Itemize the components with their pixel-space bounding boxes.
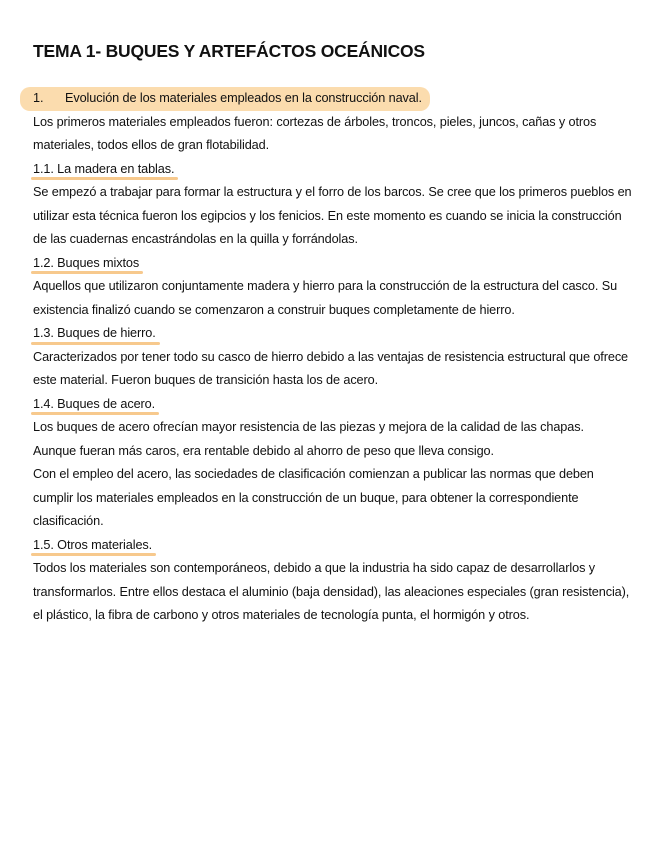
subsection-heading bbox=[33, 158, 633, 182]
paragraph: Todos los materiales son contemporáneos, debido a que la industria ha sido capaz de desarrollarlos y transformarlos. Entre ellos destaca el aluminio (baja densidad), las aleaciones especiales (gran resistencia), el plástico, la fibra de carbono y otros materiales de tecnología punta, el hormigón y otros. bbox=[33, 561, 630, 622]
subsection-heading bbox=[33, 322, 633, 346]
paragraph: Caracterizados por tener todo su casco de hierro debido a las ventajas de resistencia estructural que ofrece este material. Fueron buques de transición hasta los de acero. bbox=[33, 349, 629, 387]
subsection-heading-text: 1.4. Buques de acero. bbox=[33, 393, 155, 417]
paragraph: Aunque fueran más caros, era rentable debido al ahorro de peso que lleva consigo. bbox=[33, 443, 494, 458]
section-heading-highlight bbox=[20, 87, 430, 111]
paragraph: Aquellos que utilizaron conjuntamente madera y hierro para la construcción de la estructura del casco. Su existencia finalizó cuando se comenzaron a construir buques completamente de hierro. bbox=[33, 279, 618, 317]
section-number: 1. bbox=[33, 91, 44, 105]
subsection-heading-text: 1.2. Buques mixtos bbox=[33, 252, 139, 276]
section-heading bbox=[33, 87, 633, 111]
subsection-heading-text: 1.3. Buques de hierro. bbox=[33, 322, 156, 346]
document-body bbox=[33, 87, 633, 628]
subsection-heading-text: 1.1. La madera en tablas. bbox=[33, 158, 174, 182]
section-heading-text: Evolución de los materiales empleados en la construcción naval. bbox=[65, 91, 422, 105]
subsection-heading-text: 1.5. Otros materiales. bbox=[33, 534, 152, 558]
subsection-heading bbox=[33, 393, 633, 417]
paragraph: Con el empleo del acero, las sociedades de clasificación comienzan a publicar las normas que deben cumplir los materiales empleados en la construcción de un buque, para obtener la correspondiente clasificación. bbox=[33, 467, 594, 528]
subsection-heading bbox=[33, 252, 633, 276]
section-intro: Los primeros materiales empleados fueron: cortezas de árboles, troncos, pieles, juncos, cañas y otros materiales, todos ellos de gran flotabilidad. bbox=[33, 114, 597, 152]
subsection-heading bbox=[33, 534, 633, 558]
paragraph: Se empezó a trabajar para formar la estructura y el forro de los barcos. Se cree que los primeros pueblos en utilizar esta técnica fueron los egipcios y los fenicios. En este momento es cuando se inicia la construcción de las cuadernas encastrándolas en la quilla y forrándolas. bbox=[33, 185, 632, 246]
document-title: TEMA 1- BUQUES Y ARTEFÁCTOS OCEÁNICOS bbox=[33, 41, 425, 61]
paragraph: Los buques de acero ofrecían mayor resistencia de las piezas y mejora de la calidad de las chapas. bbox=[33, 420, 584, 434]
